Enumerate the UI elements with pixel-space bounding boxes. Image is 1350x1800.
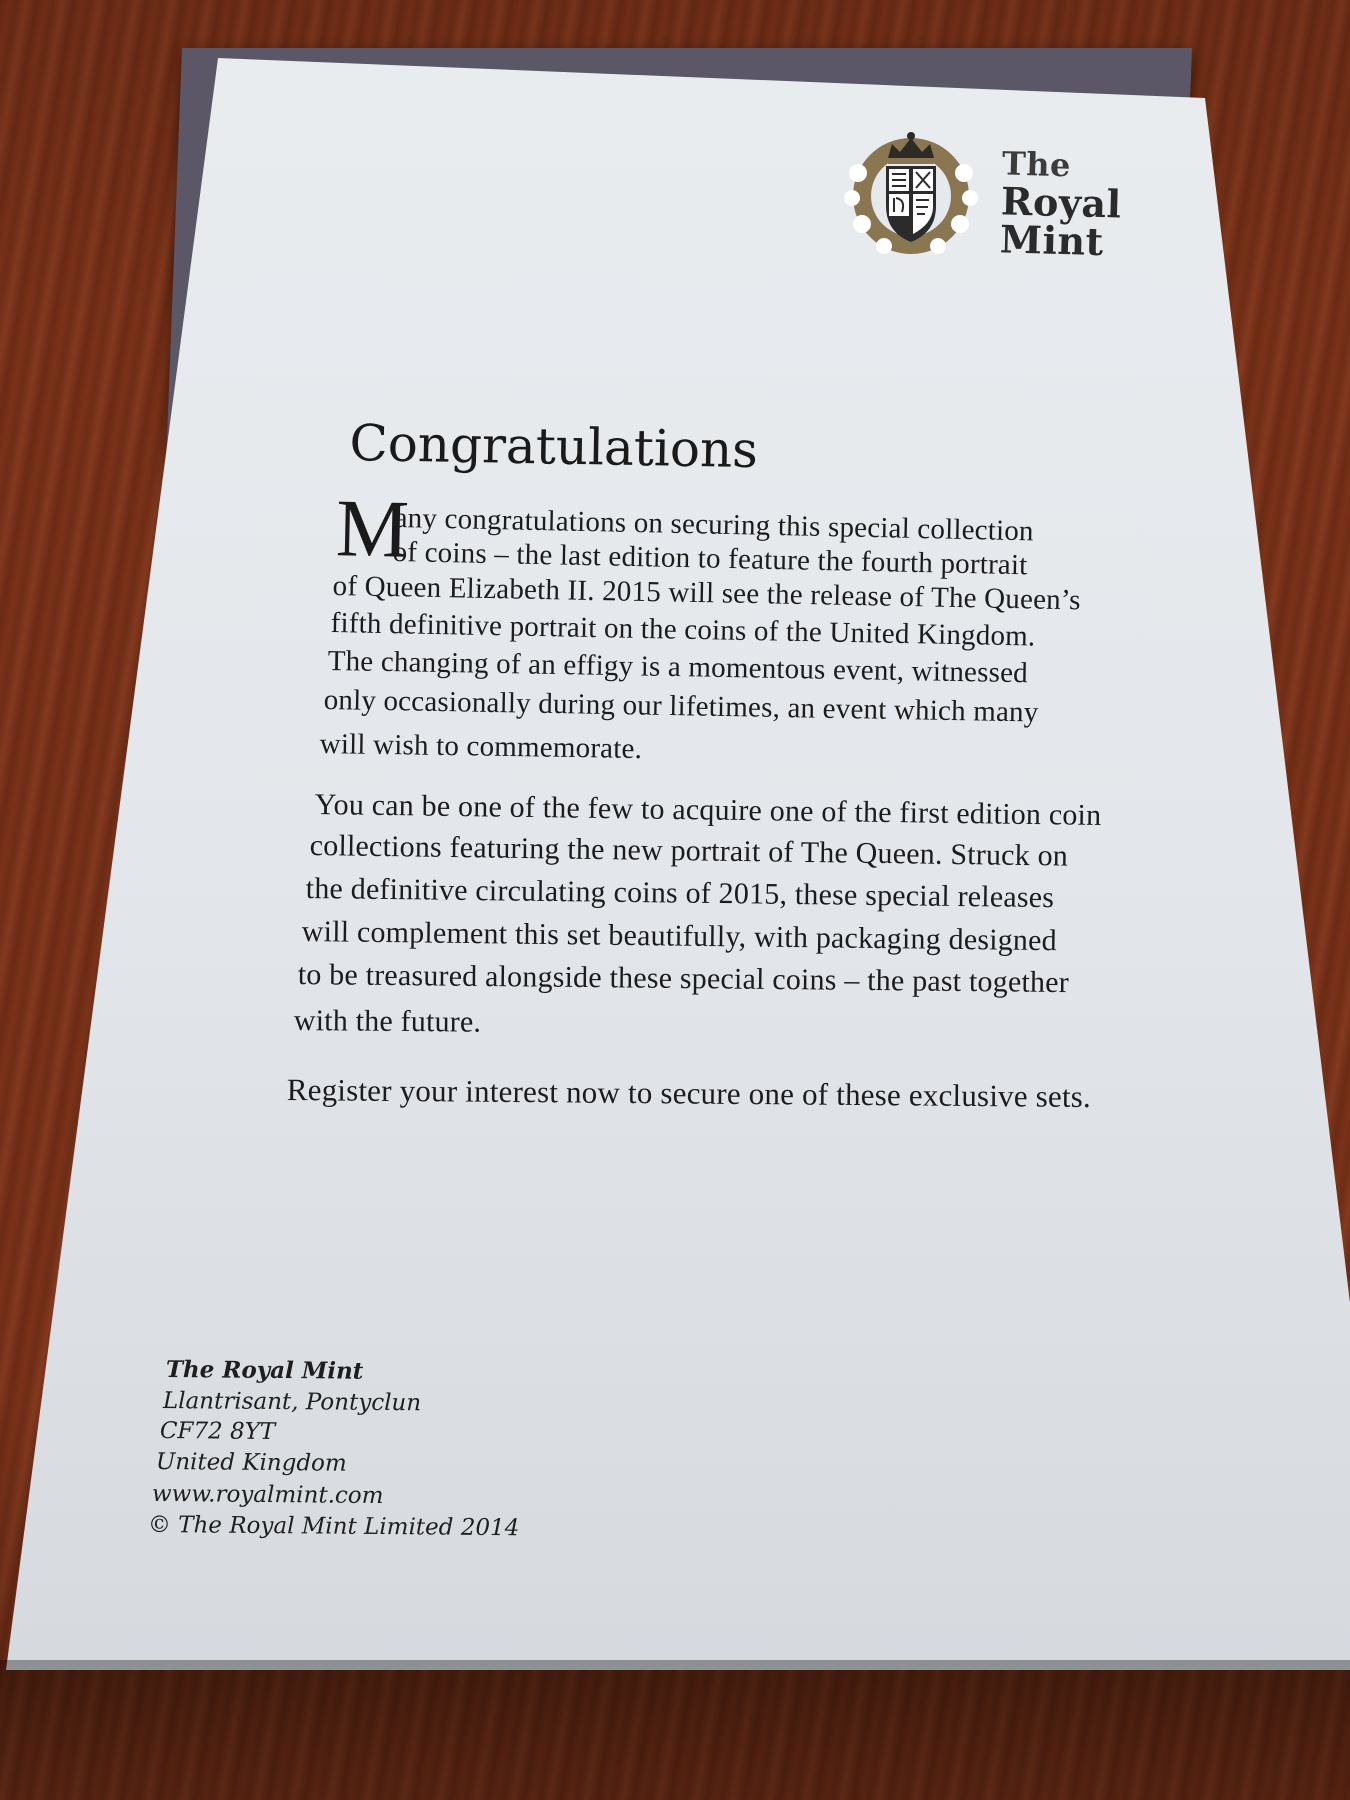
address-copyright: © The Royal Mint Limited 2014 — [147, 1512, 520, 1542]
paragraph2-line: the definitive circulating coins of 2015, these special releases — [305, 872, 1055, 915]
paragraph2-line: collections featuring the new portrait of The Queen. Struck on — [309, 829, 1069, 873]
paragraph2-line: will complement this set beautifully, with packaging designed — [301, 915, 1058, 958]
paragraph1-line: will wish to commemorate. — [319, 728, 643, 766]
paragraph3-line: Register your interest now to secure one of these exclusive sets. — [286, 1072, 1092, 1115]
paragraph2-line: You can be one of the few to acquire one of the first edition coin — [314, 788, 1102, 832]
logo-line-mint: Mint — [999, 216, 1105, 265]
paragraph1-line: of coins – the last edition to feature the fourth portrait — [392, 536, 1028, 582]
address-line1: Llantrisant, Pontyclun — [162, 1388, 422, 1417]
logo-line-royal: Royal — [1000, 178, 1123, 227]
paragraph1-line: only occasionally during our lifetimes, an event which many — [323, 684, 1039, 729]
paragraph1-line: The changing of an effigy is a momentous event, witnessed — [327, 645, 1029, 690]
letter-title: Congratulations — [348, 414, 759, 480]
drop-cap: M — [335, 482, 410, 575]
paragraph2-line: to be treasured alongside these special coins – the past together — [297, 958, 1070, 1000]
paragraph1-line: fifth definitive portrait on the coins of the United Kingdom. — [330, 607, 1036, 653]
address-country: United Kingdom — [155, 1449, 347, 1477]
address-website: www.royalmint.com — [151, 1481, 384, 1510]
paragraph2-line: with the future. — [293, 1004, 482, 1039]
address-postcode: CF72 8YT — [159, 1418, 276, 1446]
paragraph1-line: of Queen Elizabeth II. 2015 will see the release of The Queen’s — [332, 570, 1081, 617]
address-company: The Royal Mint — [165, 1356, 364, 1385]
paragraph1-line: any congratulations on securing this special collection — [394, 502, 1035, 548]
logo-line-the: The — [1001, 144, 1072, 185]
